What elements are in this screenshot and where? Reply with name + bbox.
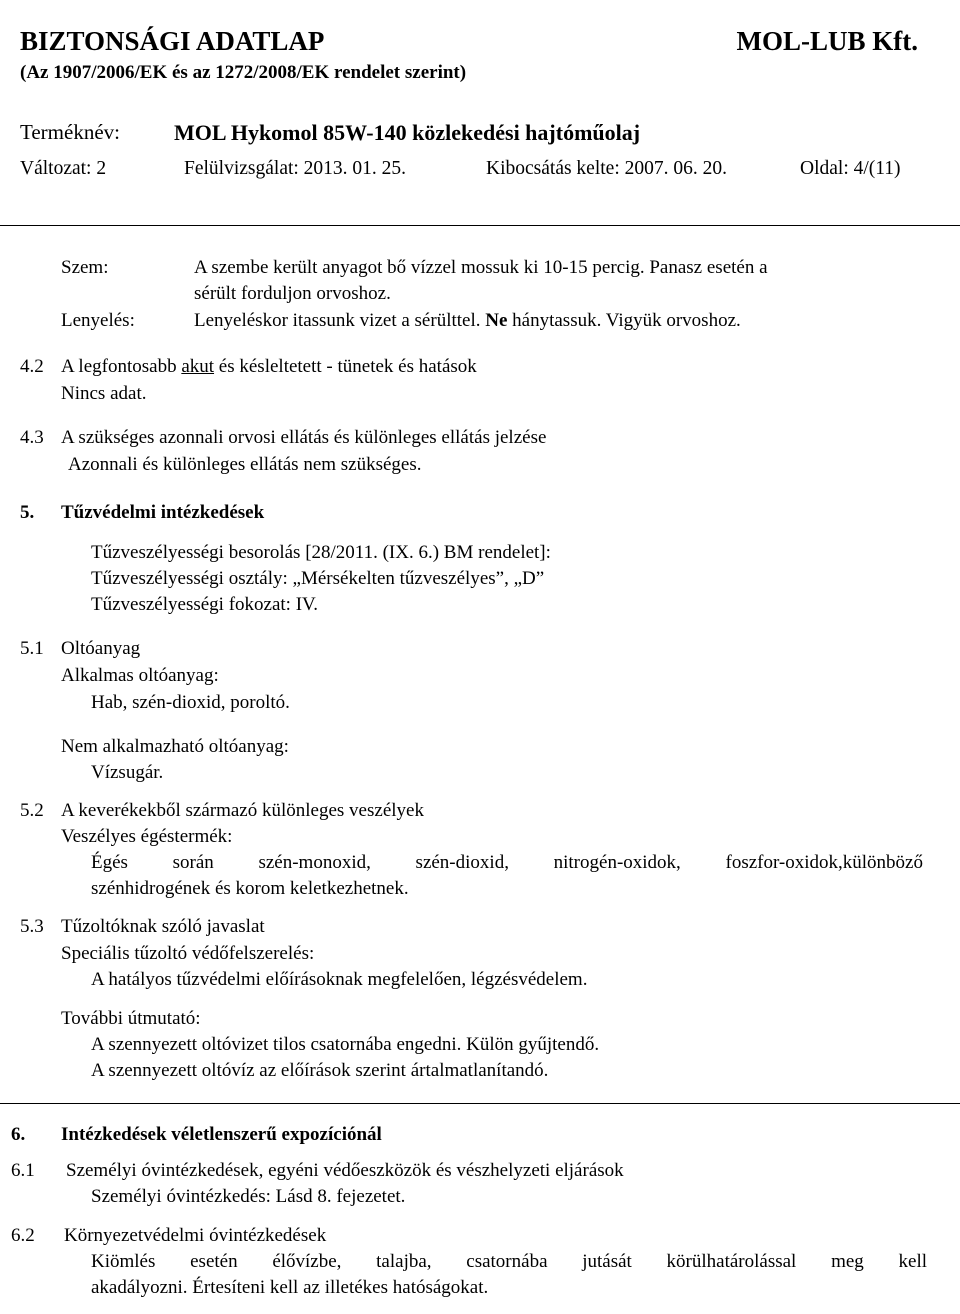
section-divider	[0, 1103, 960, 1104]
firefighter-equipment-label: Speciális tűzoltó védőfelszerelés:	[61, 943, 315, 964]
eye-text-line1: A szembe került anyagot bő vízzel mossuk ki 10-15 percig. Panasz esetén a	[194, 257, 768, 278]
fire-degree: Tűzveszélyességi fokozat: IV.	[91, 594, 319, 615]
eye-text-line2: sérült forduljon orvoshoz.	[194, 283, 391, 304]
section-5-2-number: 5.2	[20, 800, 44, 821]
further-guidance-label: További útmutató:	[61, 1008, 201, 1029]
revision-date: Felülvizsgálat: 2013. 01. 25.	[184, 158, 407, 179]
product-label: Terméknév:	[20, 120, 120, 144]
section-6-2-line1: Kiömlés esetén élővízbe, talajba, csatornába jutását körülhatárolással meg kell	[91, 1251, 927, 1272]
further-guidance-line2: A szennyezett oltóvíz az előírások szerint ártalmatlanítandó.	[91, 1060, 549, 1081]
section-5-1-title: Oltóanyag	[61, 638, 141, 659]
eye-label: Szem:	[61, 257, 109, 278]
section-4-3-number: 4.3	[20, 427, 44, 448]
section-6-number: 6.	[11, 1124, 26, 1145]
firefighter-equipment: A hatályos tűzvédelmi előírásoknak megfelelően, légzésvédelem.	[91, 969, 588, 990]
ingestion-label: Lenyelés:	[61, 310, 135, 331]
version: Változat: 2	[20, 158, 107, 179]
fire-classification: Tűzveszélyességi besorolás [28/2011. (IX. 6.) BM rendelet]:	[91, 542, 551, 563]
section-4-2-title: A legfontosabb akut és késleltetett - tünetek és hatások	[61, 356, 477, 377]
company-name: MOL-LUB Kft.	[736, 26, 918, 56]
fire-class: Tűzveszélyességi osztály: „Mérsékelten tűzveszélyes”, „D”	[91, 568, 545, 589]
unsuitable-media: Vízsugár.	[91, 762, 164, 783]
section-5-2-title: A keverékekből származó különleges veszélyek	[61, 800, 424, 821]
regulation-note: (Az 1907/2006/EK és az 1272/2008/EK rendelet szerint)	[20, 62, 467, 83]
combustion-products-line1: Égés során szén-monoxid, szén-dioxid, nitrogén-oxidok, foszfor-oxidok,különböző	[91, 852, 923, 873]
further-guidance-line1: A szennyezett oltóvizet tilos csatornába engedni. Külön gyűjtendő.	[91, 1034, 600, 1055]
section-4-3-title: A szükséges azonnali orvosi ellátás és különleges ellátás jelzése	[61, 427, 547, 448]
unsuitable-media-label: Nem alkalmazható oltóanyag:	[61, 736, 289, 757]
section-5-3-number: 5.3	[20, 916, 44, 937]
section-6-2-title: Környezetvédelmi óvintézkedések	[64, 1225, 327, 1246]
section-5-3-title: Tűzoltóknak szóló javaslat	[61, 916, 265, 937]
combustion-products-line2: szénhidrogének és korom keletkezhetnek.	[91, 878, 409, 899]
issue-date: Kibocsátás kelte: 2007. 06. 20.	[486, 158, 727, 179]
section-6-1-number: 6.1	[11, 1160, 35, 1181]
header-divider	[0, 225, 960, 226]
section-4-2-text: Nincs adat.	[61, 383, 147, 404]
suitable-media: Hab, szén-dioxid, poroltó.	[91, 692, 290, 713]
ingestion-text: Lenyeléskor itassunk vizet a sérülttel. Ne hánytassuk. Vigyük orvoshoz.	[194, 310, 741, 331]
ingestion-warning: Ne	[485, 310, 508, 331]
section-5-title: Tűzvédelmi intézkedések	[61, 502, 265, 523]
section-6-2-line2: akadályozni. Értesíteni kell az illetékes hatóságokat.	[91, 1277, 489, 1298]
section-6-1-title: Személyi óvintézkedések, egyéni védőeszközök és vészhelyzeti eljárások	[66, 1160, 624, 1181]
product-name: MOL Hykomol 85W-140 közlekedési hajtóműolaj	[174, 120, 641, 145]
section-6-title: Intézkedések véletlenszerű expozíciónál	[61, 1124, 382, 1145]
section-5-1-number: 5.1	[20, 638, 44, 659]
section-4-3-text: Azonnali és különleges ellátás nem szükséges.	[68, 454, 422, 475]
document-title: BIZTONSÁGI ADATLAP	[20, 26, 325, 56]
combustion-products-label: Veszélyes égéstermék:	[61, 826, 233, 847]
suitable-media-label: Alkalmas oltóanyag:	[61, 665, 219, 686]
section-6-2-number: 6.2	[11, 1225, 35, 1246]
page-number: Oldal: 4/(11)	[800, 158, 901, 179]
section-4-2-number: 4.2	[20, 356, 44, 377]
section-5-number: 5.	[20, 502, 35, 523]
section-6-1-text: Személyi óvintézkedés: Lásd 8. fejezetet.	[91, 1186, 406, 1207]
